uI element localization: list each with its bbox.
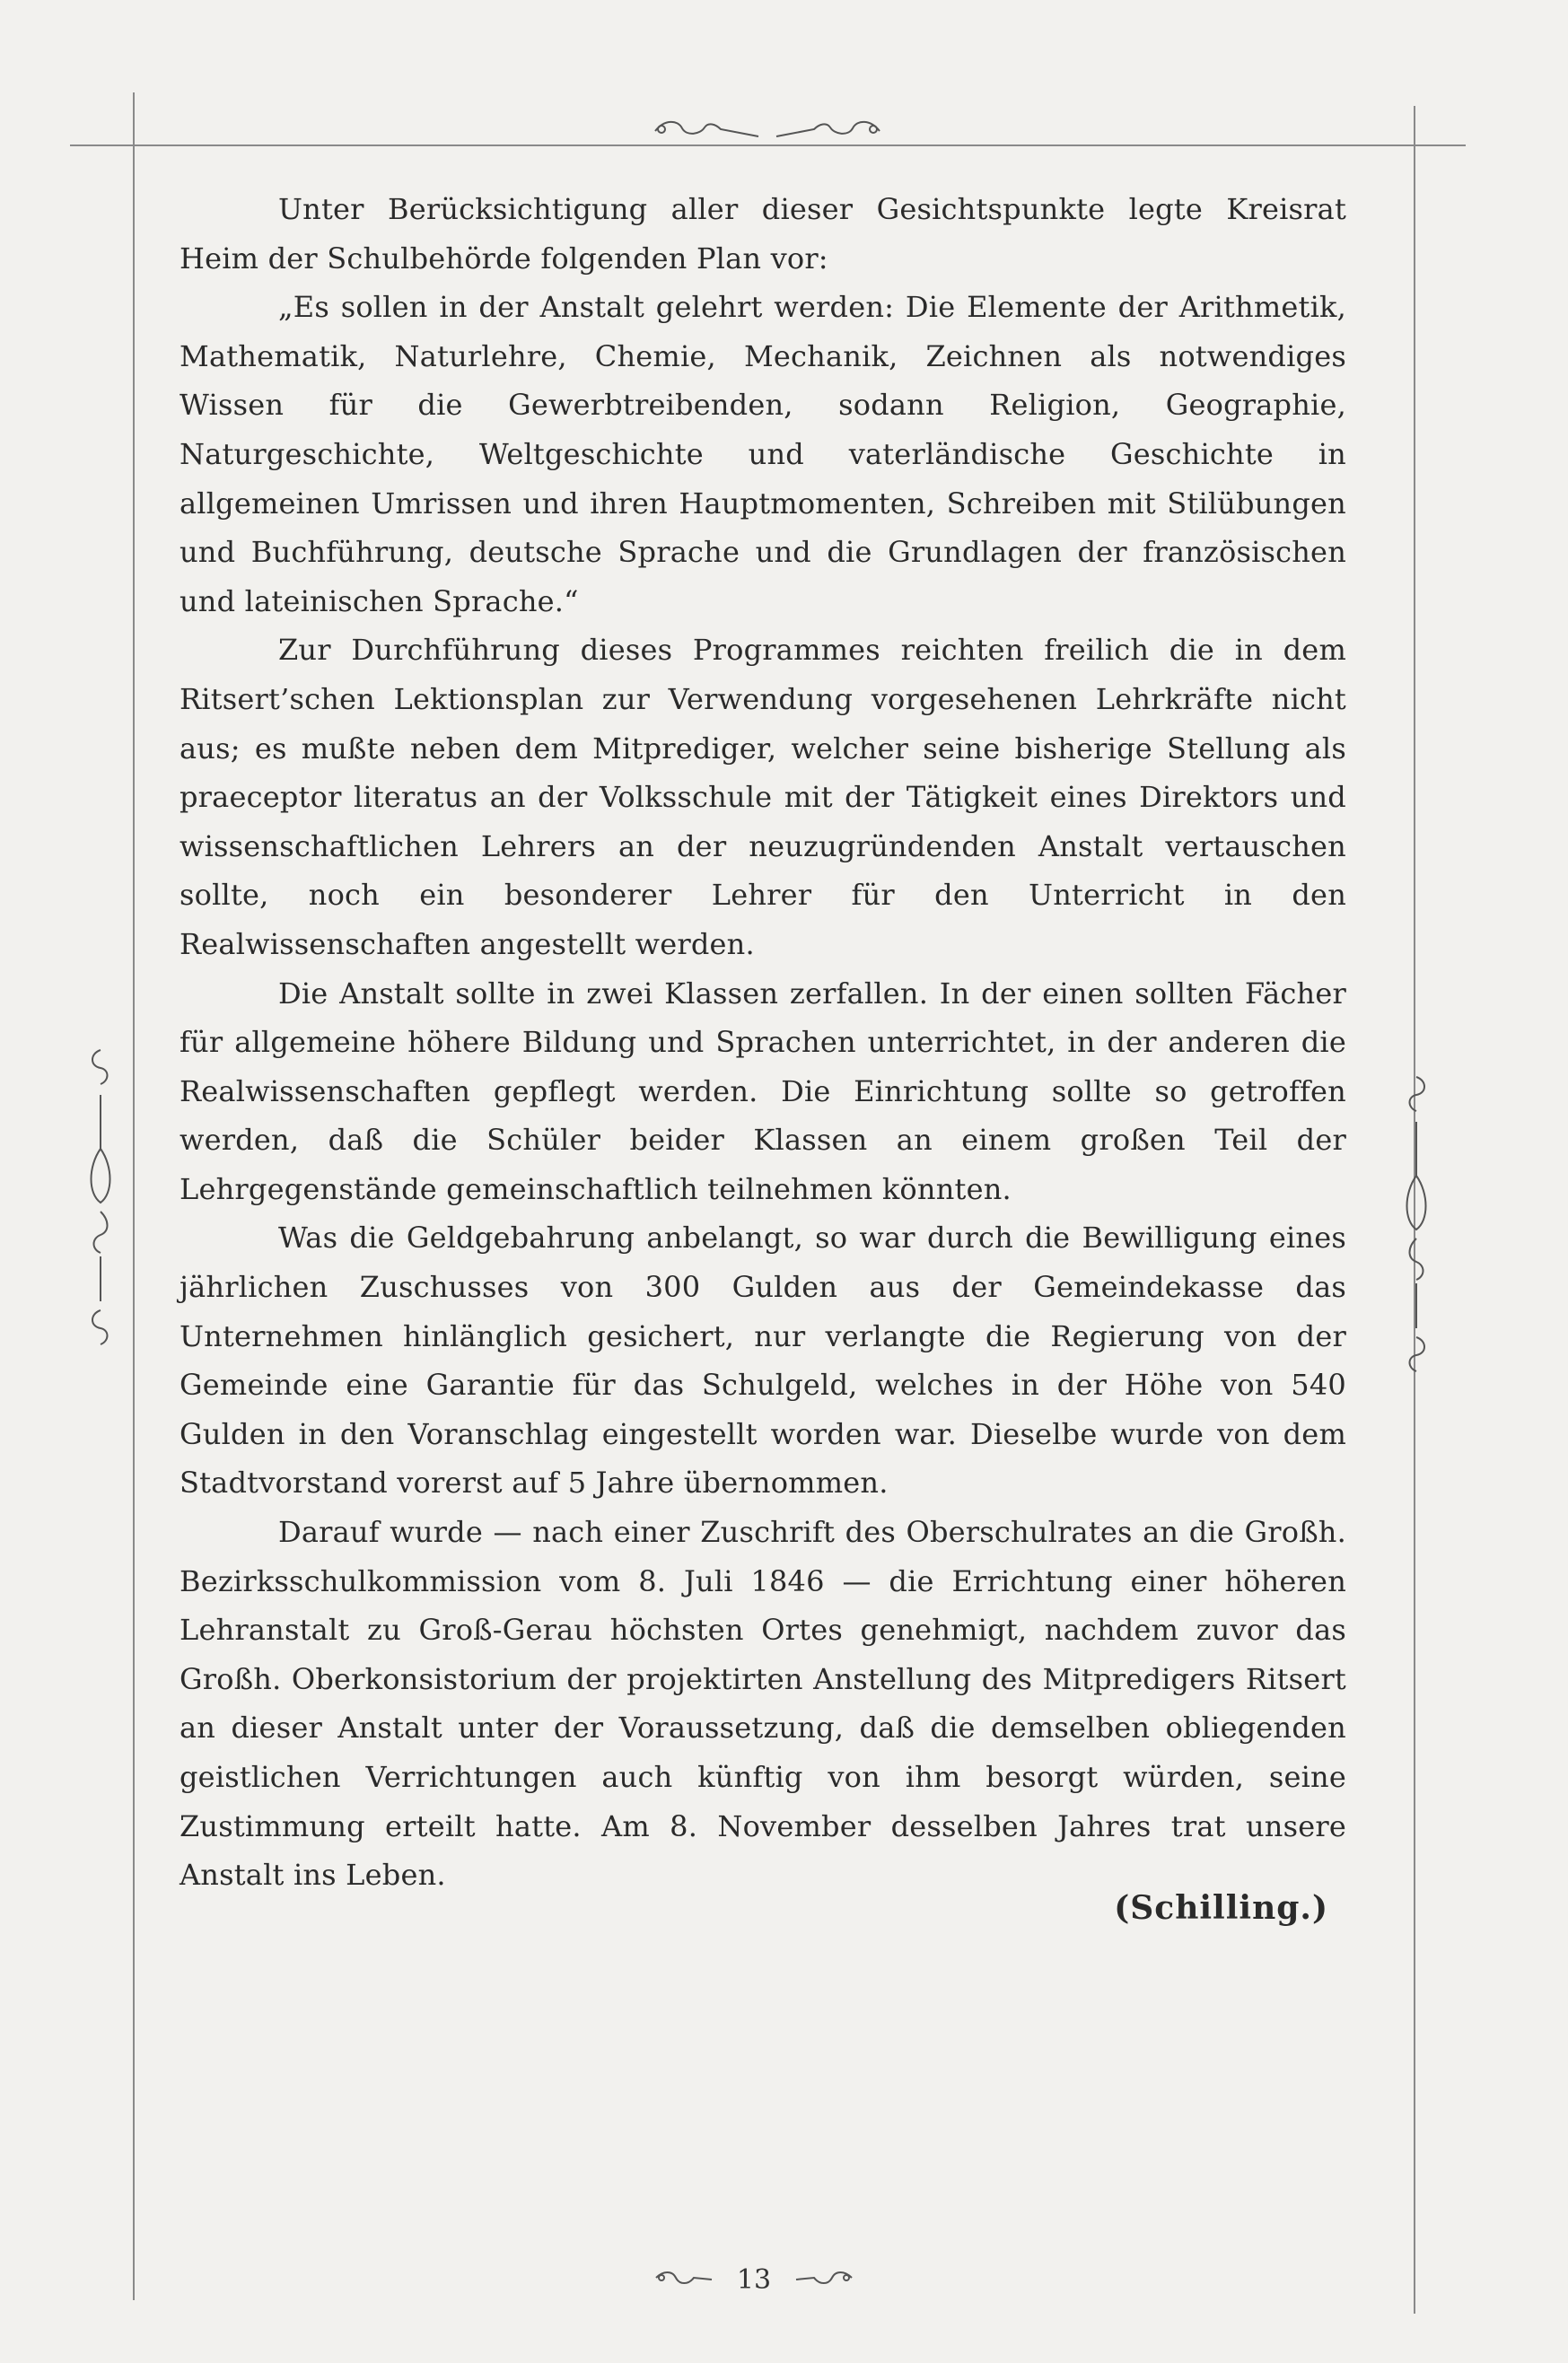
right-side-ornament-icon [1398,1068,1434,1373]
top-ornament-icon [651,115,884,142]
paragraph: Darauf wurde — nach einer Zuschrift des Oberschulrates an die Großh. Bezirksschulkommission vom 8. Juli 1846 — die Errichtung einer höheren Lehranstalt zu Groß-Gerau höchsten Ortes genehmigt, nachdem zuvor das Großh. Oberkonsistorium der projektirten Anstellung des Mitpredigers Ritsert an dieser Anstalt unter der Voraussetzung, daß die demselben obliegenden geistlichen Verrichtungen auch künftig von ihm besorgt würden, seine Zustimmung erteilt hatte. Am 8. November desselben Jahres trat unsere Anstalt ins Leben. [180,1515,1346,1893]
page-footer [619,2262,889,2297]
footer-left-ornament-icon [653,2269,715,2290]
left-side-ornament-icon [83,1041,118,1346]
paragraph: Was die Geldgebahrung anbelangt, so war durch die Bewilligung eines jährlichen Zuschusses von 300 Gulden aus der Gemeindekasse das Unternehmen hinlänglich gesichert, nur verlangte die Regierung von der Gemeinde eine Garantie für das Schulgeld, welches in der Höhe von 540 Gulden in den Voranschlag eingestellt worden war. Dieselbe wurde von dem Stadtvorstand vorerst auf 5 Jahre übernommen. [180,1221,1346,1501]
author-signature: (Schilling.) [1114,1889,1328,1927]
body-text [180,185,1346,1900]
footer-right-ornament-icon [793,2269,855,2290]
top-rule [70,144,1466,146]
left-rule [133,92,135,2300]
paragraph: Zur Durchführung dieses Programmes reichten freilich die in dem Ritsert’schen Lektionsplan zur Verwendung vorgesehenen Lehrkräfte nicht aus; es mußte neben dem Mitprediger, welcher seine bisherige Stellung als praeceptor literatus an der Volksschule mit der Tätigkeit eines Direktors und wissenschaftlichen Lehrers an der neuzugründenden Anstalt vertauschen sollte, noch ein besonderer Lehrer für den Unterricht in den Realwissenschaften angestellt werden. [180,633,1346,961]
page-number: 13 [736,2263,772,2296]
paragraph: Die Anstalt sollte in zwei Klassen zerfallen. In der einen sollten Fächer für allgemeine höhere Bildung und Sprachen unterrichtet, in der anderen die Realwissenschaften gepflegt werden. Die Einrichtung sollte so getroffen werden, daß die Schüler beider Klassen an einem großen Teil der Lehrgegenstände gemeinschaftlich teilnehmen könnten. [180,976,1346,1206]
paragraph: Unter Berücksichtigung aller dieser Gesichtspunkte legte Kreisrat Heim der Schulbehörde folgenden Plan vor: [180,192,1346,276]
paragraph: „Es sollen in der Anstalt gelehrt werden: Die Elemente der Arithmetik, Mathematik, Naturlehre, Chemie, Mechanik, Zeichnen als notwendiges Wissen für die Gewerbtreibenden, sodann Religion, Geographie, Naturgeschichte, Weltgeschichte und vaterländische Geschichte in allgemeinen Umrissen und ihren Hauptmomenten, Schreiben mit Stilübungen und Buchführung, deutsche Sprache und die Grundlagen der französischen und lateinischen Sprache.“ [180,290,1346,618]
